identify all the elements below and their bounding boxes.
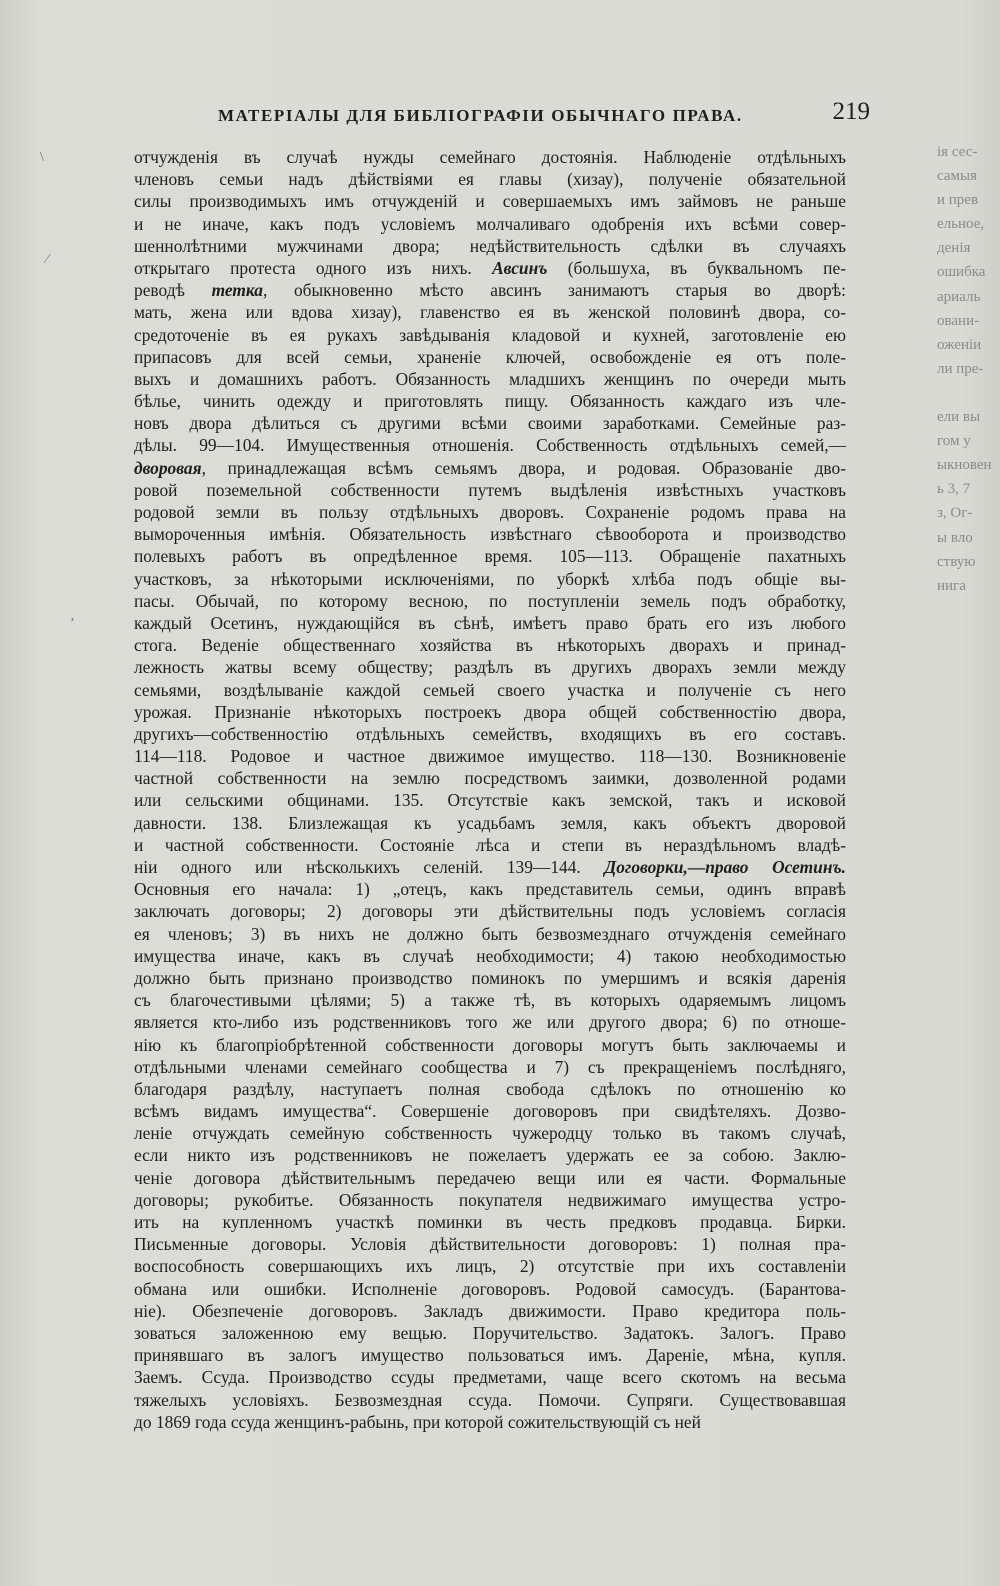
text-run: стога. Веденіе общественнаго хозяйства въ нѣкоторыхъ дворахъ и принад- <box>134 635 846 656</box>
text-run: (большуха, въ буквальномъ пе- <box>547 257 847 278</box>
text-line <box>134 900 846 922</box>
text-line <box>134 501 846 523</box>
margin-mark: \ <box>40 150 44 165</box>
text-line <box>134 434 846 456</box>
bleed-line: гом у <box>937 433 971 450</box>
text-run: дѣлы. 99—104. Имущественныя отношенія. Собственность отдѣльныхъ семей,— <box>134 435 846 456</box>
bleed-line: ели вы <box>937 409 981 426</box>
text-line <box>134 523 846 545</box>
text-run: участковъ, за нѣкоторыми исключеніями, по уборкѣ хлѣба подъ общіе вы- <box>134 568 846 589</box>
bleed-line: ствую <box>937 553 976 570</box>
text-line <box>134 812 846 834</box>
text-line <box>134 656 846 678</box>
text-run: другихъ—собственностію отдѣльныхъ семействъ, входящихъ въ его составъ. <box>134 723 846 744</box>
bleed-line <box>937 381 1000 405</box>
text-line <box>134 346 846 368</box>
text-line <box>134 368 846 390</box>
text-run: договоры; рукобитье. Обязанность покупателя недвижимаго имущества устро- <box>134 1189 846 1210</box>
text-line <box>134 856 846 878</box>
italic-term: тетка <box>211 280 263 301</box>
running-title: МАТЕРІАЛЫ ДЛЯ БИБЛІОГРАФІИ ОБЫЧНАГО ПРАВА. <box>218 106 743 125</box>
text-run: имущества иначе, какъ въ случаѣ необходимости; 4) такою необходимостью <box>134 945 846 966</box>
text-line <box>134 834 846 856</box>
text-run: урожая. Признаніе нѣкоторыхъ построекъ двора общей собственностію двора, <box>134 701 846 722</box>
text-run: ить на купленномъ участкѣ поминки въ честь предковъ продавца. Бирки. <box>134 1212 846 1232</box>
text-run: каждый Осетинъ, нуждающійся въ сѣнѣ, имѣетъ право брать его изъ любого <box>134 612 846 633</box>
bleed-line: самыя <box>937 168 977 185</box>
text-run: новъ двора дѣлиться съ другими всѣми своими заработками. Семейные раз- <box>134 413 846 434</box>
text-run: тяжелыхъ условіяхъ. Безвозмездная ссуда. Помочи. Супряги. Существовавшая <box>134 1389 846 1410</box>
text-run: отчужденія въ случаѣ нужды семейнаго достоянія. Наблюденіе отдѣльныхъ <box>134 147 846 167</box>
text-run: полевыхъ работъ въ опредѣленное время. 105—113. Обращеніе пахатныхъ <box>134 546 846 567</box>
bleed-line: ошибка <box>937 264 986 281</box>
bleed-line: ариаль <box>937 288 981 305</box>
text-run: и не иначе, какъ подъ условіемъ молчаливаго одобренія ихъ всѣми совер- <box>134 213 846 234</box>
text-run: ея членовъ; 3) въ нихъ не должно быть безвозмезднаго отчужденія семейнаго <box>134 923 846 944</box>
text-run: родовой земли въ пользу отдѣльныхъ дворовъ. Сохраненіе родомъ права на <box>134 502 846 522</box>
text-line <box>134 1100 846 1122</box>
text-run: Заемъ. Ссуда. Производство ссуды предметами, чаще всего скотомъ на весьма <box>134 1367 846 1388</box>
text-run: средоточеніе въ ея рукахъ завѣдыванія кладовой и кухней, заготовленіе ею <box>134 324 846 345</box>
text-line <box>134 878 846 900</box>
bleed-line: ли пре- <box>937 360 984 377</box>
text-run: нію къ благопріобрѣтенной собственности договоры могутъ быть заключаемы и <box>134 1034 846 1055</box>
text-line <box>134 945 846 967</box>
text-run: выхъ и домашнихъ работъ. Обязанность младшихъ женщинъ по очереди мыть <box>134 368 846 389</box>
page-number: 219 <box>832 98 870 125</box>
text-run: , обыкновенно мѣсто авсинъ занимаютъ старыя во дворѣ: <box>263 280 846 301</box>
page-header <box>160 96 870 136</box>
text-line <box>134 1233 846 1255</box>
text-line <box>134 745 846 767</box>
text-line <box>134 457 846 479</box>
text-line <box>134 679 846 701</box>
text-run: ченіе договора дѣйствительнымъ передачею вещи или ея части. Формальные <box>134 1167 846 1188</box>
text-run: припасовъ для всей семьи, храненіе ключей, освобожденіе ея отъ поле- <box>134 346 846 367</box>
text-run: заключать договоры; 2) договоры эти дѣйствительны подъ условіемъ согласія <box>134 901 846 922</box>
text-line <box>134 1144 846 1166</box>
text-line <box>134 1011 846 1033</box>
text-line <box>134 412 846 434</box>
text-run: или сельскими общинами. 135. Отсутствіе какъ земской, такъ и исковой <box>134 790 846 811</box>
text-line <box>134 1344 846 1366</box>
text-run: лежность жатвы всему обществу; раздѣлъ въ другихъ дворахъ земли между <box>134 657 846 678</box>
bleed-line: оженіи <box>937 336 982 353</box>
text-line <box>134 1366 846 1388</box>
text-line <box>134 301 846 323</box>
bleed-line: з, Ог- <box>937 505 973 522</box>
text-run: до 1869 года ссуда женщинъ-рабынь, при которой сожительствующій съ ней <box>134 1411 701 1432</box>
text-line <box>134 590 846 612</box>
text-line <box>134 213 846 235</box>
text-run: принявшаго въ залогъ имущество пользоваться имъ. Дареніе, мѣна, купля. <box>134 1345 846 1366</box>
text-line <box>134 767 846 789</box>
bleed-through-text <box>937 140 1000 680</box>
text-run: и частной собственности. Состояніе лѣса и степи въ нераздѣльномъ владѣ- <box>134 834 846 855</box>
text-line <box>134 1078 846 1100</box>
text-line <box>134 1122 846 1144</box>
text-line <box>134 1300 846 1322</box>
text-line <box>134 723 846 745</box>
margin-mark: ’ <box>70 616 75 631</box>
text-run: частной собственности на землю посредствомъ заимки, дозволенной родами <box>134 768 846 789</box>
text-line <box>134 701 846 723</box>
text-line <box>134 923 846 945</box>
margin-mark: ∕ <box>46 252 49 267</box>
text-run: 114—118. Родовое и частное движимое имущество. 118—130. Возникновеніе <box>134 746 846 767</box>
text-run: обмана или ошибки. Исполненіе договоровъ. Родовой самосудъ. (Барантова- <box>134 1278 846 1299</box>
text-run: Письменные договоры. Условія дѣйствительности договоровъ: 1) полная пра- <box>134 1234 846 1255</box>
text-line <box>134 1034 846 1056</box>
text-run: членовъ семьи надъ дѣйствіями ея главы (хизау), полученіе обязательной <box>134 169 846 190</box>
text-run: должно быть признано производство поминокъ по умершимъ и всякія даренія <box>134 967 846 988</box>
text-run: бѣлье, чинить одежду и приготовлять пищу. Обязанность каждаго изъ чле- <box>134 391 846 412</box>
text-run: пасы. Обычай, по которому весною, по поступленіи земель подъ обработку, <box>134 590 846 611</box>
text-line <box>134 168 846 190</box>
bleed-line: ельное, <box>937 216 985 233</box>
text-run: силы производимыхъ имъ отчужденій и совершаемыхъ имъ займовъ не раньше <box>134 191 846 212</box>
body-text <box>134 146 846 1433</box>
bleed-line: денія <box>937 240 971 257</box>
italic-term: Авсинъ <box>492 257 548 278</box>
text-line <box>134 1211 846 1233</box>
text-line <box>134 545 846 567</box>
text-run: реводѣ <box>134 280 212 301</box>
text-line <box>134 1056 846 1078</box>
text-line <box>134 235 846 257</box>
bleed-line: ь 3, 7 <box>937 481 971 498</box>
text-run: ровой поземельной собственности путемъ выдѣленія извѣстныхъ участковъ <box>134 479 846 500</box>
bleed-line: ыкновен <box>937 457 992 474</box>
text-line <box>134 967 846 989</box>
text-run: , принадлежащая всѣмъ семьямъ двора, и родовая. Образованіе дво- <box>201 457 846 478</box>
text-run: мать, жена или вдова хизау), главенство ея въ женской половинѣ двора, со- <box>134 302 846 323</box>
text-line <box>134 146 846 168</box>
text-line <box>134 1255 846 1277</box>
text-run: если никто изъ родственниковъ не пожелаетъ удержать ее за собою. Заклю- <box>134 1145 846 1166</box>
text-run: благодаря раздѣлу, наступаетъ полная свобода сдѣлокъ по отношенію ко <box>134 1078 846 1099</box>
text-line <box>134 1189 846 1211</box>
text-run: является кто-либо изъ родственниковъ того же или другого двора; 6) по отноше- <box>134 1012 846 1033</box>
text-run: ніи одного или нѣсколькихъ селеній. 139—144. <box>134 857 605 877</box>
italic-term: дворовая <box>134 457 202 478</box>
text-line <box>134 612 846 634</box>
text-line <box>134 1389 846 1411</box>
italic-term: Договорки,—право Осетинъ. <box>604 857 846 877</box>
text-run: давности. 138. Близлежащая къ усадьбамъ земля, какъ объектъ дворовой <box>134 812 846 833</box>
bleed-line: нига <box>937 577 966 594</box>
text-line <box>134 1167 846 1189</box>
text-run: ніе). Обезпеченіе договоровъ. Закладъ движимости. Право кредитора поль- <box>134 1300 846 1321</box>
text-run: всѣмъ видамъ имущества“. Совершеніе договоровъ при свидѣтеляхъ. Дозво- <box>134 1101 846 1122</box>
bleed-line: ія сес- <box>937 144 978 160</box>
text-run: Основныя его начала: 1) „отецъ, какъ представитель семьи, одинъ вправѣ <box>134 879 846 900</box>
text-run: отдѣльными членами семейнаго сообщества и 7) съ прекращеніемъ послѣдняго, <box>134 1056 846 1077</box>
text-line <box>134 324 846 346</box>
text-run: вымороченныя имѣнія. Обязательность извѣстнаго сѣвооборота и производство <box>134 524 846 545</box>
text-run: съ благочестивыми цѣлями; 5) а также тѣ, въ которыхъ одаряемымъ лицомъ <box>134 990 846 1011</box>
text-run: шеннолѣтними мужчинами двора; недѣйствительность сдѣлки въ случаяхъ <box>134 235 846 256</box>
text-line <box>134 279 846 301</box>
text-line <box>134 479 846 501</box>
text-run: леніе отчуждать семейную собственность чужеродцу только въ такомъ случаѣ, <box>134 1123 846 1144</box>
text-run: семьями, воздѣлываніе каждой семьей своего участка и полученіе съ него <box>134 679 846 700</box>
text-line <box>134 1411 846 1433</box>
text-line <box>134 257 846 279</box>
text-run: воспособность совершающихъ ихъ лицъ, 2) отсутствіе при ихъ составленіи <box>134 1256 846 1277</box>
bleed-line: овани- <box>937 312 980 329</box>
text-line <box>134 634 846 656</box>
text-line <box>134 1278 846 1300</box>
text-line <box>134 789 846 811</box>
text-run: открытаго протеста одного изъ нихъ. <box>134 257 493 278</box>
text-line <box>134 390 846 412</box>
text-line <box>134 1322 846 1344</box>
text-line <box>134 568 846 590</box>
text-run: зоваться заложенною ему вещью. Поручительство. Задатокъ. Залогъ. Право <box>134 1322 846 1343</box>
bleed-line: ы вло <box>937 529 973 546</box>
text-line <box>134 190 846 212</box>
bleed-line: и прев <box>937 192 979 209</box>
text-line <box>134 989 846 1011</box>
